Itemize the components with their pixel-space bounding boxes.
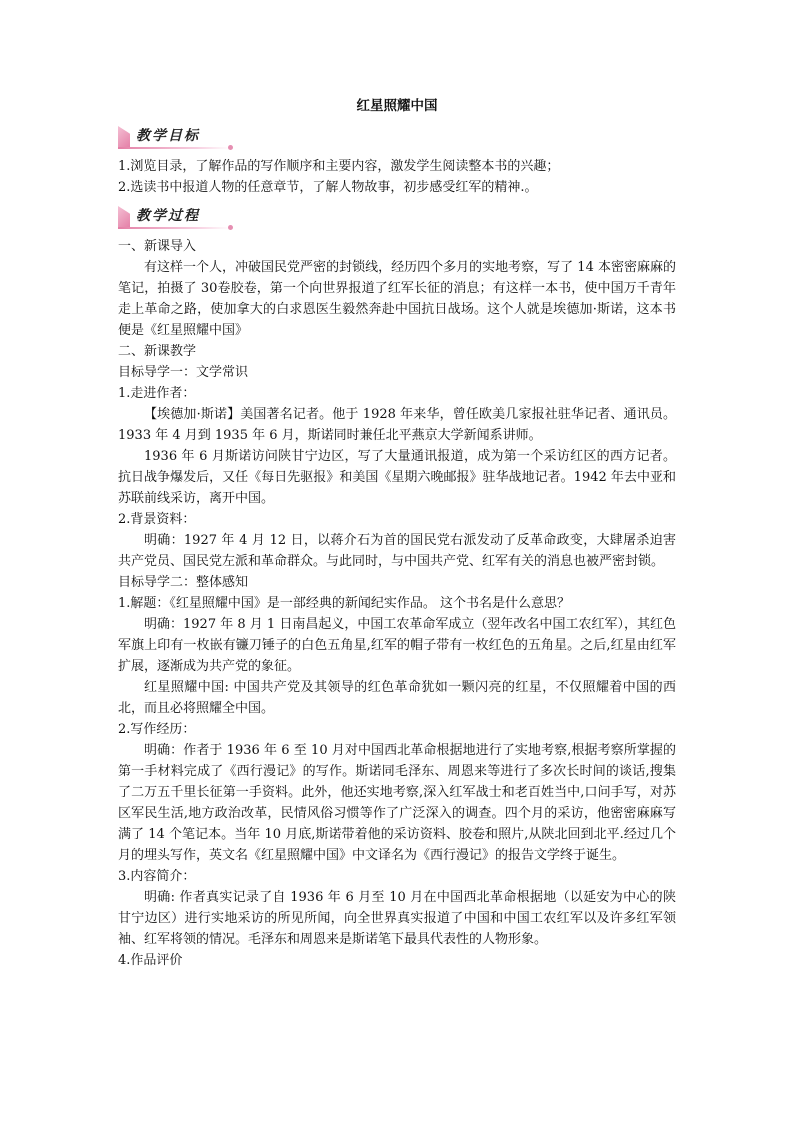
paragraph: 1936 年 6 月斯诺访问陕甘宁边区，写了大量通讯报道，成为第一个采访红区的西方记者。抗日战争爆发后，又任《每日先驱报》和美国《星期六晚邮报》驻华战地记者。1942 年去中亚和苏联前线采访，离开中国。 — [118, 449, 676, 506]
subheading: 目标导学二：整体感知 — [118, 575, 249, 590]
subheading: 4.作品评价 — [118, 953, 183, 968]
section-heading-text: 教学过程 — [136, 208, 200, 224]
heading-dot-icon — [228, 145, 233, 150]
section-heading-text: 教学目标 — [136, 128, 200, 144]
paragraph: 有这样一个人，冲破国民党严密的封锁线，经历四个多月的实地考察，写了 14 本密密麻麻的笔记，拍摄了 30卷胶卷，第一个向世界报道了红军长征的消息；有这样一本书，使中国万千青年走上革命之路，使加拿大的白求恩医生毅然奔赴中国抗日战场。这个人就是埃德加·斯诺，这本书便是《红星照耀中国》 — [118, 260, 676, 338]
subheading: 2.背景资料： — [118, 512, 196, 527]
paragraph: 明确：作者于 1936 年 6 至 10 月对中国西北革命根据地进行了实地考察,根据考察所掌握的第一手材料完成了《西行漫记》的写作。斯诺同毛泽东、周恩来等进行了多次长时间的谈话,搜集了二万五千里长征第一手资料。此外，他还实地考察,深入红军战士和老百姓当中,口问手写，对苏区军民生活,地方政治改革，民情风俗习惯等作了广泛深入的调查。四个月的采访，他密密麻麻写满了 14 个笔记本。当年 10 月底,斯诺带着他的采访资料、胶卷和照片,从陕北回到北平.经过几个月的埋头写作，英文名《红星照耀中国》中文译名为《西行漫记》的报告文学终于诞生。 — [118, 743, 676, 863]
subheading: 3.内容简介： — [118, 869, 196, 884]
document-title: 红星照耀中国 — [356, 98, 438, 114]
subheading: 一、新课导入 — [118, 239, 197, 254]
subheading: 2.写作经历： — [118, 722, 196, 737]
objective-item: 1.浏览目录，了解作品的写作顺序和主要内容，激发学生阅读整本书的兴趣； — [118, 159, 560, 174]
document-page — [118, 94, 676, 971]
ribbon-icon — [118, 126, 130, 148]
paragraph: 明确：1927 年 8 月 1 日南昌起义，中国工农革命军成立（翌年改名中国工农红军），其红色军旗上印有一枚嵌有镰刀锤子的白色五角星,红军的帽子带有一枚红色的五角星。之后,红星由红军扩展，逐渐成为共产党的象征。 — [118, 617, 676, 674]
subheading: 1.走进作者： — [118, 386, 196, 401]
paragraph: 红星照耀中国: 中国共产党及其领导的红色革命犹如一颗闪亮的红星，不仅照耀着中国的西北，而且必将照耀全中国。 — [118, 680, 676, 716]
paragraph: 明确: 作者真实记录了自 1936 年 6 月至 10 月在中国西北革命根据地（以延安为中心的陕甘宁边区）进行实地采访的所见所闻，向全世界真实报道了中国和中国工农红军以及许多红军领袖、红军将领的情况。毛泽东和周恩来是斯诺笔下最具代表性的人物形象。 — [118, 890, 676, 947]
paragraph: 明确：1927 年 4 月 12 日，以蒋介石为首的国民党右派发动了反革命政变，大肆屠杀迫害共产党员、国民党左派和革命群众。与此同时，与中国共产党、红军有关的消息也被严密封锁。 — [118, 533, 676, 569]
paragraph: 【埃德加·斯诺】美国著名记者。他于 1928 年来华，曾任欧美几家报社驻华记者、通讯员。1933 年 4 月到 1935 年 6 月，斯诺同时兼任北平燕京大学新闻系讲师。 — [118, 407, 676, 443]
heading-dot-icon — [228, 225, 233, 230]
section-heading-objectives — [118, 124, 676, 152]
subheading: 目标导学一：文学常识 — [118, 365, 249, 380]
section-heading-process — [118, 204, 676, 232]
ribbon-icon — [118, 206, 130, 228]
objective-item: 2.选读书中报道人物的任意章节，了解人物故事，初步感受红军的精神.。 — [118, 180, 538, 195]
heading-underline — [118, 147, 230, 149]
subheading: 1.解题：《红星照耀中国》是一部经典的新闻纪实作品。 这个书名是什么意思？ — [118, 596, 571, 611]
heading-underline — [118, 227, 230, 229]
subheading: 二、新课教学 — [118, 344, 197, 359]
